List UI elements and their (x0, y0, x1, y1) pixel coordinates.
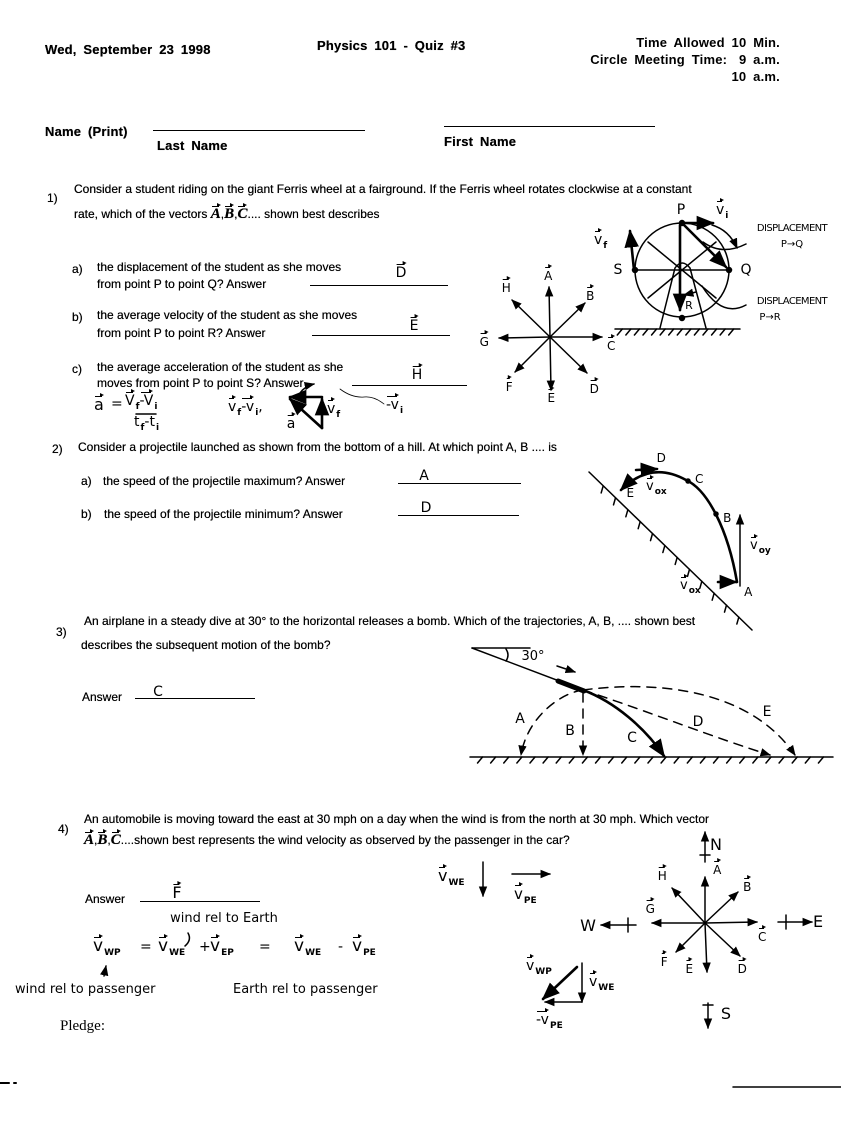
q1-star-label-c (607, 338, 615, 354)
compass-south-label: S (720, 1004, 732, 1023)
time-info (590, 34, 780, 85)
q4-star-label-e-text: E (685, 962, 693, 976)
q3-ground-hatch (779, 757, 784, 763)
trajectory-b-label: B (565, 723, 575, 739)
first-name-caption: First Name (444, 134, 517, 149)
q1c-answer-value: H (411, 367, 423, 383)
triangle-v-wp-label (526, 958, 552, 980)
neg-vi-label (386, 397, 403, 419)
neg-vi-sub: i (399, 406, 404, 416)
neg-vi-text: -v (386, 397, 399, 413)
num-vi-sub: i (154, 402, 158, 412)
point-b-dot (714, 512, 718, 516)
compass-north-label: N (710, 835, 722, 854)
q1-star-label-d (590, 381, 599, 397)
eq-v-pe-text: v (352, 936, 363, 956)
q1-line2-prefix: rate, which of the vectors (74, 207, 208, 221)
v-pe-sub: PE (523, 896, 537, 906)
ferris-ground-hatch (643, 329, 648, 335)
pledge-label: Pledge: (60, 1018, 105, 1034)
eq-v-pe-sub: PE (363, 948, 376, 958)
small-velocity-arrow (684, 292, 696, 295)
hill-hatch (614, 498, 616, 505)
hill-hatch (663, 546, 665, 553)
accel-numerator (125, 393, 157, 415)
den-tf: t (134, 414, 140, 430)
equation-pointer (104, 966, 106, 976)
trajectory-c (583, 690, 664, 756)
triangle-v-we-sub: WE (598, 983, 615, 993)
last-name-input[interactable] (153, 118, 365, 131)
hill-hatch (725, 605, 727, 612)
q3-ground-hatch (622, 757, 627, 763)
time-allowed: Time Allowed 10 Min. (636, 35, 780, 50)
q4-star-label-b (743, 879, 751, 895)
q1-vector-c-symbol: C (237, 206, 248, 222)
q3-ground-hatch (740, 757, 745, 763)
hill-hatch (651, 534, 653, 541)
annotation-pq-subtitle: P→Q (780, 239, 804, 250)
displacement-pq-arrow (682, 223, 726, 267)
q4-vector-f-arrow (676, 923, 705, 952)
triangle-v-wp-sub: WP (535, 967, 552, 977)
q3-ground-hatch (674, 757, 679, 763)
q1-text-line1: Consider a student riding on the giant Ferris wheel at a fairground. If the Ferris wheel rotates clockwise at a constant (74, 182, 692, 196)
ferris-ground-hatch (677, 329, 682, 335)
point-r-label: R (685, 299, 693, 312)
q1b-text-line1: the average velocity of the student as she moves (97, 308, 358, 322)
q1a-text-line1: the displacement of the student as she moves (97, 260, 342, 274)
trajectory-d-label: D (692, 714, 704, 730)
diff-vf: v (228, 399, 237, 415)
q4-text-line1: An automobile is moving toward the east at 30 mph on a day when the wind is from the north at 30 mph. Which vector (84, 812, 709, 826)
eq-v-we-text: v (158, 936, 169, 956)
q1-vector-e-arrow (550, 337, 551, 390)
accel-symbol-text: a (94, 395, 104, 414)
v-ox-bottom-label (680, 578, 701, 599)
q2b-answer[interactable]: D (420, 500, 432, 516)
q1a-text-line2: from point P to point Q? Answer (97, 277, 267, 291)
dive-direction-arrow (557, 666, 575, 672)
v-ox-top-label (646, 479, 667, 500)
annotation-pr-title: DISPLACEMENT (756, 296, 828, 307)
trajectory-d (583, 690, 770, 755)
v-oy-text: v (750, 538, 758, 553)
q2b-text: the speed of the projectile minimum? Answer (104, 507, 343, 521)
num-vf-sub: f (135, 402, 140, 412)
point-q-dot (727, 268, 732, 273)
q4-star-label-h-text: H (657, 869, 667, 883)
q1-star-label-a-text: A (544, 269, 552, 283)
den-ti-sub: i (155, 423, 160, 433)
point-s-label: S (613, 262, 623, 278)
q4-vector-e-arrow (705, 923, 707, 972)
q3-ground-hatch (530, 757, 535, 763)
eq-equals-2: = (259, 939, 271, 955)
first-name-input[interactable] (444, 114, 655, 127)
den-tf-sub: f (140, 423, 145, 433)
q3-ground-hatch (714, 757, 719, 763)
v-ox-bottom-text: v (680, 578, 688, 593)
point-p-label: P (676, 202, 686, 218)
hill-hatch (712, 593, 714, 600)
q4-answer-line[interactable] (140, 901, 260, 902)
v-ox-top-text: v (646, 479, 654, 494)
eq-v-pe (352, 938, 376, 961)
ferris-ground-hatch (626, 329, 631, 335)
q1-vector-a-arrow (549, 287, 550, 337)
q4-number: 4) (58, 822, 69, 836)
v-oy-sub: oy (758, 546, 771, 556)
v-final-text: v (594, 232, 603, 248)
eq-v-we-2-text: v (294, 936, 305, 956)
q4-star-label-e (685, 961, 692, 977)
q3-ground-hatch (517, 757, 522, 763)
q1-star-label-d-text: D (589, 382, 599, 396)
q1a-answer-line[interactable] (310, 285, 448, 286)
ferris-ground-hatch (652, 329, 657, 335)
hill-hatch (688, 569, 690, 576)
circle-meeting-label: Circle Meeting Time: (590, 52, 728, 67)
hill-hatch (626, 510, 628, 517)
q4-star-label-g (646, 901, 655, 917)
triangle-vf-label (327, 401, 340, 423)
q4-vector-c-arrow (705, 922, 757, 923)
note-earth-rel-passenger: Earth rel to passenger (233, 982, 378, 997)
q4-star-label-d (738, 961, 747, 977)
ferris-ground-hatch (669, 329, 674, 335)
q4-star-label-h (658, 868, 667, 884)
diff-vf-sub: f (237, 408, 242, 418)
v-initial-text: v (716, 202, 725, 218)
q3-ground-hatch (792, 757, 797, 763)
q4-star-label-a-text: A (713, 863, 721, 877)
angle-arc (506, 649, 508, 661)
point-r-dot (680, 316, 685, 321)
q1-vector-d-arrow (550, 337, 587, 373)
q1-star-label-f (506, 379, 512, 395)
q4-star-label-b-text: B (743, 880, 751, 894)
v-pe-text: v (514, 885, 523, 903)
eq-v-wp-sub: WP (104, 948, 121, 958)
q1-star-label-a (544, 268, 552, 284)
accel-denominator (134, 414, 159, 436)
q4-text-line2: A,B,C....shown best represents the wind velocity as observed by the passenger in the car? (84, 832, 570, 848)
q1c-text-line1: the average acceleration of the student as she (97, 360, 344, 374)
q3-ground-hatch (700, 757, 705, 763)
q1c-text-line2: moves from point P to point S? Answer (97, 376, 304, 390)
meeting-time-9am[interactable]: 9 a.m. (738, 52, 780, 67)
q4-vector-h-arrow (672, 888, 705, 923)
triangle-vf-sub: f (336, 410, 341, 420)
triangle-accel-label (287, 416, 296, 432)
eq-v-we-2 (294, 938, 321, 961)
course-title: Physics 101 - Quiz #3 (317, 38, 466, 53)
q1b-answer-line[interactable] (312, 335, 450, 336)
q3-ground-hatch (609, 757, 614, 763)
q3-ground-hatch (766, 757, 771, 763)
triangle-accel-text: a (286, 416, 296, 432)
q1a-label: a) (72, 262, 83, 276)
q4-answer[interactable] (172, 885, 181, 901)
meeting-time-10am[interactable]: 10 a.m. (731, 69, 780, 84)
diff-comma: , (258, 399, 263, 415)
q1-star-label-b-text: B (586, 289, 594, 303)
num-vi: -V (139, 393, 154, 409)
trajectory-a-label: A (515, 711, 525, 727)
q2-point-e-label: E (626, 486, 634, 500)
velocity-difference (228, 399, 263, 421)
ferris-ground-hatch (703, 329, 708, 335)
q2b-answer-line[interactable] (398, 515, 519, 516)
q1-text-line2: rate, which of the vectors A,B,C.... shown best describes (74, 206, 380, 222)
hill-hatch (675, 557, 677, 564)
hill-hatch (638, 522, 640, 529)
q1-star-label-b (586, 288, 594, 304)
trajectory-e (583, 687, 795, 755)
v-initial-label (716, 202, 728, 224)
q3-ground-hatch (478, 757, 483, 763)
diff-vi-sub: i (255, 408, 259, 418)
q3-ground-hatch (491, 757, 496, 763)
q4-answer-value: F (172, 883, 182, 902)
q2-point-c-label: C (695, 472, 703, 486)
v-ox-bottom-sub: ox (688, 586, 701, 596)
q4-vector-b-symbol: B (97, 832, 108, 848)
neg-vi-connector (340, 389, 384, 404)
q2-point-a-label: A (744, 585, 752, 599)
q2-point-d-label: D (656, 451, 666, 465)
last-name-caption: Last Name (157, 138, 228, 153)
v-we-sub: WE (448, 878, 465, 888)
q1a-answer[interactable] (396, 265, 407, 281)
hill-slope-line (589, 472, 752, 630)
note-wind-rel-earth: wind rel to Earth (170, 911, 278, 926)
v-pe-label (514, 886, 537, 909)
q1b-answer-value: E (409, 318, 419, 334)
v-ox-top-sub: ox (654, 487, 667, 497)
q3-ground-hatch (569, 757, 574, 763)
q3-ground-hatch (818, 757, 823, 763)
q2a-label: a) (81, 474, 92, 488)
q4-star-label-a (713, 862, 721, 878)
triangle-v-we-text: v (589, 974, 598, 990)
ferris-ground-hatch (712, 329, 717, 335)
q4-star-label-c-text: C (758, 930, 766, 944)
compass-east-label: E (812, 912, 824, 931)
accel-equals: = (111, 396, 123, 412)
q3-ground-hatch (582, 757, 587, 763)
q3-ground-hatch (805, 757, 810, 763)
q2-point-b-label: B (723, 511, 731, 525)
quiz-date: Wed, September 23 1998 (45, 42, 211, 57)
q1-star-label-e (547, 390, 554, 406)
hill-hatch (601, 486, 603, 493)
q3-number: 3) (56, 625, 67, 639)
q3-text-line2: describes the subsequent motion of the bomb? (81, 638, 331, 652)
q1-star-label-e-text: E (547, 391, 555, 405)
ferris-ground-hatch (660, 329, 665, 335)
q3-text-line1: An airplane in a steady dive at 30° to the horizontal releases a bomb. Which of the trajectories, A, B, .... shown best (84, 614, 696, 628)
q1-star-label-f-text: F (505, 380, 513, 394)
eq-equals-1: = (140, 939, 152, 955)
v-final-sub: f (603, 241, 608, 251)
v-final-arrow (630, 231, 634, 270)
q1-vector-g-arrow (499, 337, 550, 338)
q2a-answer-line[interactable] (398, 483, 521, 484)
q1-vector-a-symbol: A (210, 206, 221, 222)
triangle-v-wp-text: v (526, 958, 535, 974)
name-print-label: Name (Print) (45, 124, 128, 139)
q4-vector-d-arrow (705, 923, 740, 956)
num-vf: V (125, 393, 135, 409)
point-q-label: Q (740, 262, 752, 278)
triangle-v-we-label (589, 974, 614, 996)
q1-star-label-c-text: C (607, 339, 615, 353)
q1-vector-h-arrow (512, 300, 550, 337)
eq-v-we-sub: WE (169, 948, 186, 958)
equation-curl (185, 933, 189, 946)
q4-star-label-c (758, 929, 766, 945)
point-c-dot (686, 479, 690, 483)
q2-text-line1: Consider a projectile launched as shown from the bottom of a hill. At which point A, B .... is (78, 440, 557, 454)
annotation-pq-title: DISPLACEMENT (756, 223, 828, 234)
triangle-vf-text: v (327, 401, 336, 417)
q4-answer-label: Answer (85, 892, 126, 906)
q1-star-label-h (502, 280, 511, 296)
eq-minus: - (338, 939, 344, 955)
q3-answer[interactable]: C (153, 684, 163, 700)
q1a-answer-value: D (395, 265, 407, 281)
q3-ground-hatch (556, 757, 561, 763)
q3-answer-label: Answer (82, 690, 123, 704)
q1-star-label-h-text: H (501, 281, 511, 295)
q1-vector-b-symbol: B (224, 206, 235, 222)
trajectory-c-label: C (627, 730, 637, 746)
q3-ground-hatch (596, 757, 601, 763)
v-oy-label (750, 538, 771, 559)
den-ti: -t (144, 414, 155, 430)
eq-v-wp (93, 938, 121, 961)
q4-star-label-g-text: G (645, 902, 655, 916)
q3-ground-hatch (727, 757, 732, 763)
q3-ground-hatch (687, 757, 692, 763)
q1c-answer[interactable] (412, 367, 423, 383)
ferris-ground-hatch (634, 329, 639, 335)
eq-v-we (158, 938, 185, 961)
q1c-answer-line[interactable] (352, 385, 467, 386)
accel-symbol (94, 397, 104, 413)
q2a-text: the speed of the projectile maximum? Answer (103, 474, 346, 488)
triangle-neg-v-pe-label (536, 1012, 563, 1034)
q4-star-label-f (661, 954, 667, 970)
v-we-label (438, 868, 465, 891)
ferris-ground-hatch (694, 329, 699, 335)
airplane-body (558, 681, 584, 691)
q2a-answer[interactable]: A (419, 468, 429, 484)
v-initial-sub: i (725, 211, 729, 221)
trajectory-e-label: E (762, 704, 772, 720)
q3-ground-hatch (753, 757, 758, 763)
q4-vector-c-symbol: C (110, 832, 121, 848)
ferris-ground-hatch (686, 329, 691, 335)
q3-ground-hatch (635, 757, 640, 763)
eq-v-ep-sub: EP (221, 948, 234, 958)
q4-star-label-d-text: D (737, 962, 747, 976)
q3-ground-hatch (543, 757, 548, 763)
v-ox-arrow-top (636, 469, 657, 470)
ferris-ground-hatch (617, 329, 622, 335)
q1-star-label-g-text: G (479, 335, 489, 349)
q1b-answer[interactable] (410, 318, 419, 334)
hill-hatch (737, 617, 739, 624)
q4-vector-a-symbol: A (84, 832, 95, 848)
q1-vector-b-arrow (550, 303, 585, 337)
dive-angle-label: 30° (521, 649, 545, 664)
eq-plus: + (199, 939, 211, 955)
q1-number: 1) (47, 191, 58, 205)
q3-ground-hatch (661, 757, 666, 763)
q4-star-label-f-text: F (660, 955, 668, 969)
q4-vector-diagram (104, 832, 812, 1028)
q2b-label: b) (81, 507, 92, 521)
q1-vector-f-arrow (515, 337, 550, 372)
circle-meeting-row (590, 51, 780, 68)
ferris-ground-hatch (720, 329, 725, 335)
q2-number: 2) (52, 442, 63, 456)
q1b-label: b) (72, 310, 83, 324)
q1c-label: c) (72, 362, 82, 376)
annotation-pr-subtitle: P→R (759, 312, 781, 323)
triangle-neg-v-pe-text: -v (536, 1012, 549, 1028)
v-final-label (594, 232, 607, 254)
eq-v-ep-text: v (210, 936, 221, 956)
note-wind-rel-passenger: wind rel to passenger (15, 982, 156, 997)
q4-line2-suffix: ....shown best represents the wind velocity as observed by the passenger in the car? (120, 833, 570, 847)
q1-line2-suffix: .... shown best describes (247, 207, 380, 221)
hatch-marks (478, 329, 824, 763)
eq-v-we-2-sub: WE (305, 948, 322, 958)
ferris-ground-hatch (729, 329, 734, 335)
q3-ground-hatch (504, 757, 509, 763)
q2-projectile-diagram (589, 469, 752, 630)
diff-vi: -v (241, 399, 255, 415)
q1b-text-line2: from point P to point R? Answer (97, 326, 266, 340)
q3-ground-hatch (648, 757, 653, 763)
ferris-wheel-diagram (615, 221, 746, 330)
eq-v-ep (210, 938, 234, 961)
triangle-neg-v-pe-sub: PE (549, 1021, 563, 1031)
eq-v-wp-text: v (93, 936, 104, 956)
q4-vector-b-arrow (705, 892, 738, 923)
v-we-text: v (438, 866, 448, 885)
compass-west-label: W (580, 916, 596, 935)
q1-star-label-g (480, 334, 489, 350)
